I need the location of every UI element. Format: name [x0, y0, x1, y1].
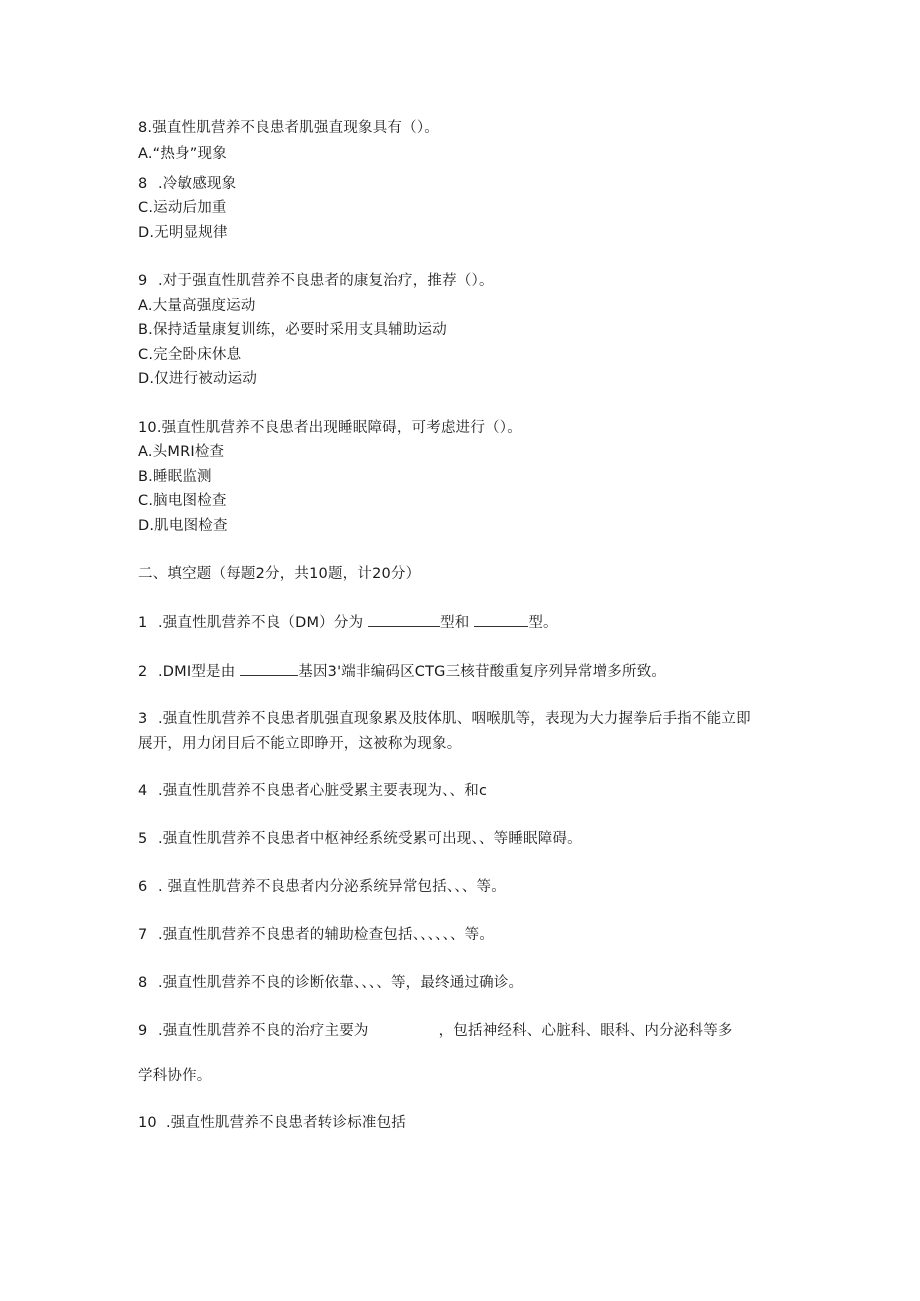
fill-q5-number: 5: [138, 831, 148, 847]
fill-q8-text: .强直性肌营养不良的诊断依靠、、、、等，最终通过确诊。: [158, 975, 524, 991]
fill-q1-number: 1: [138, 615, 148, 631]
section-heading: 二、填空题（每题2分，共10题，计20分）: [138, 566, 421, 582]
q10-option-d: D.肌电图检查: [138, 518, 228, 534]
q8-option-d: D.无明显规律: [138, 225, 228, 241]
fill-q9-line-2: 学科协作。: [138, 1068, 212, 1084]
fill-q1-text-2: 型和: [440, 615, 470, 631]
q9-stem: [138, 271, 494, 291]
fill-q4-text: .强直性肌营养不良患者心脏受累主要表现为、、和c: [158, 783, 488, 799]
fill-q9-text-1: .强直性肌营养不良的治疗主要为: [158, 1023, 369, 1039]
fill-q1: [138, 612, 558, 633]
fill-q7-text: .强直性肌营养不良患者的辅助检查包括、、、、、、等。: [158, 927, 495, 943]
fill-q5: [138, 829, 582, 849]
fill-q2-text-1: .DMI型是由: [158, 664, 236, 680]
fill-q1-text-3: 型。: [528, 615, 558, 631]
fill-q1-blank-2[interactable]: [474, 612, 528, 627]
fill-q1-text-1: .强直性肌营养不良（DM）分为: [158, 615, 364, 631]
fill-q9-text-2: ，包括神经科、心脏科、眼科、内分泌科等多: [438, 1023, 733, 1039]
fill-q1-blank-1[interactable]: [368, 612, 440, 627]
fill-q4: [138, 781, 487, 801]
q9-option-a: A.大量高强度运动: [138, 298, 256, 314]
q10-option-c: C.脑电图检查: [138, 493, 227, 509]
fill-q6: [138, 877, 506, 897]
fill-q5-text: .强直性肌营养不良患者中枢神经系统受累可出现、、等睡眠障碍。: [158, 831, 582, 847]
q9-number: 9: [138, 273, 148, 289]
fill-q7-number: 7: [138, 927, 148, 943]
fill-q7: [138, 925, 494, 945]
fill-q2: [138, 661, 666, 682]
fill-q9-line-1: [138, 1021, 733, 1041]
q8-option-c: C.运动后加重: [138, 200, 227, 216]
q10-stem: 10.强直性肌营养不良患者出现睡眠障碍，可考虑进行（）。: [138, 420, 522, 436]
q9-option-c: C.完全卧床休息: [138, 347, 242, 363]
fill-q6-text: . 强直性肌营养不良患者内分泌系统异常包括、、、等。: [158, 879, 506, 895]
fill-q10-text: .强直性肌营养不良患者转诊标准包括: [166, 1115, 407, 1131]
q8-option-b-number: 8: [138, 176, 148, 192]
fill-q3-number: 3: [138, 711, 148, 727]
fill-q8-number: 8: [138, 975, 148, 991]
q8-stem: 8.强直性肌营养不良患者肌强直现象具有（）。: [138, 120, 439, 136]
fill-q3-line-2: 展开，用力闭目后不能立即睁开，这被称为现象。: [138, 736, 462, 752]
q8-option-b: [138, 174, 236, 194]
fill-q3-text-1: .强直性肌营养不良患者肌强直现象累及肢体肌、咽喉肌等，表现为大力握拳后手指不能立即: [158, 711, 751, 727]
fill-q10-number: 10: [138, 1115, 157, 1131]
fill-q3-line-1: [138, 709, 751, 729]
q8-option-a: A.“热身”现象: [138, 146, 227, 162]
fill-q10: [138, 1113, 406, 1133]
q10-option-b: B.睡眠监测: [138, 469, 212, 485]
q9-stem-text: .对于强直性肌营养不良患者的康复治疗，推荐（）。: [158, 273, 494, 289]
fill-q8: [138, 973, 523, 993]
fill-q2-blank[interactable]: [240, 661, 298, 676]
fill-q4-number: 4: [138, 783, 148, 799]
q9-option-b: B.保持适量康复训练，必要时采用支具辅助运动: [138, 322, 447, 338]
q8-option-b-text: .冷敏感现象: [158, 176, 237, 192]
q9-option-d: D.仅进行被动运动: [138, 371, 258, 387]
q10-option-a: A.头MRI检查: [138, 444, 225, 460]
fill-q2-text-2: 基因3'端非编码区CTG三核苷酸重复序列异常增多所致。: [298, 664, 667, 680]
fill-q2-number: 2: [138, 664, 148, 680]
fill-q6-number: 6: [138, 879, 148, 895]
fill-q9-number: 9: [138, 1023, 148, 1039]
